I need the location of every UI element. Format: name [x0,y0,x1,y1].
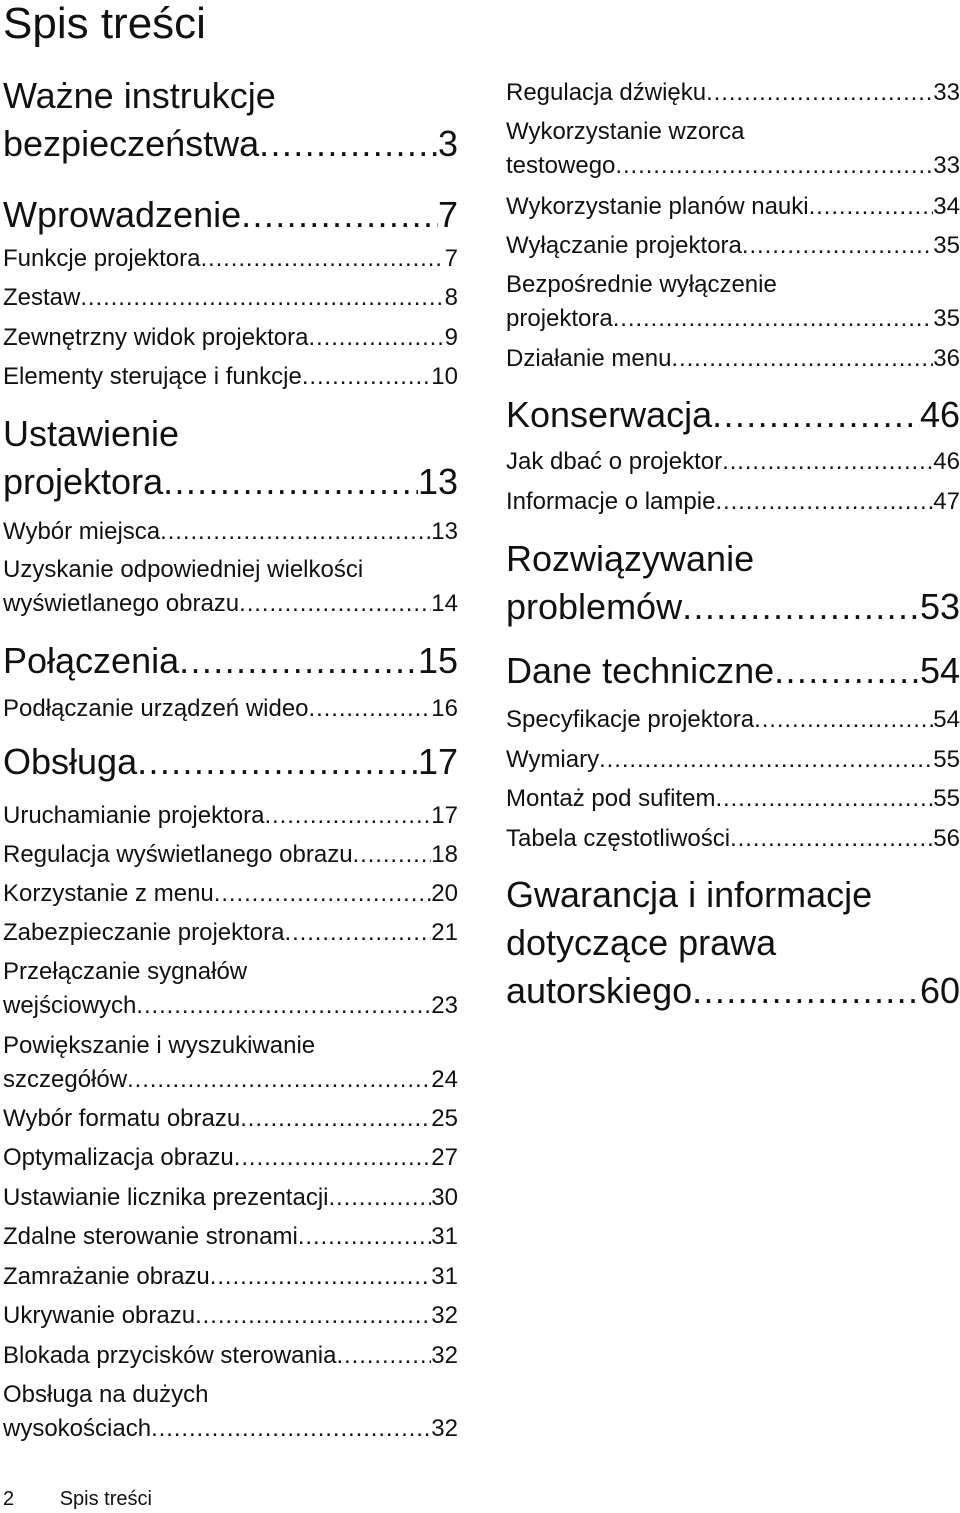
dot-leader [336,1339,431,1373]
toc-entry-page-number: 55 [933,746,960,773]
toc-entry-title: Ustawianie licznika prezentacji [3,1184,329,1211]
toc-entry-page-number: 23 [431,992,458,1019]
toc-section-entry[interactable] [506,782,960,816]
toc-entry-page-number: 32 [431,1302,458,1329]
toc-entry-line [506,782,960,816]
toc-entry-line [3,877,458,911]
dot-leader [754,703,933,737]
dot-leader [308,321,444,355]
toc-chapter-entry[interactable] [506,535,960,631]
dot-leader [715,782,933,816]
toc-entry-line [3,1063,458,1097]
toc-entry-line [3,1339,458,1373]
toc-entry-title: projektora [506,305,613,332]
toc-entry-page-number: 3 [437,123,458,164]
toc-entry-title: Zabezpieczanie projektora [3,919,285,946]
toc-entry-title: projektora [3,461,164,502]
dot-leader [671,342,933,376]
toc-section-entry[interactable] [3,1299,458,1333]
toc-entry-page-number: 32 [431,1415,458,1442]
toc-section-entry[interactable] [506,485,960,519]
toc-section-entry[interactable] [3,877,458,911]
toc-entry-page-number: 54 [933,706,960,733]
toc-entry-title-line: dotyczące prawa [506,922,777,963]
toc-entry-page-number: 56 [933,825,960,852]
toc-entry-title: testowego [506,152,616,179]
toc-entry-line [3,838,458,872]
toc-entry-line [3,637,458,685]
toc-entry-title: szczegółów [3,1066,128,1093]
dot-leader [722,445,933,479]
toc-section-entry[interactable] [506,445,960,479]
toc-entry-title: Uruchamianie projektora [3,802,265,829]
dot-leader [200,242,444,276]
toc-entry-page-number: 60 [919,970,960,1011]
page-footer [3,1485,152,1513]
dot-leader [163,458,418,506]
toc-entry-page-number: 14 [431,590,458,617]
toc-entry-page-number: 27 [431,1144,458,1171]
toc-section-entry[interactable] [506,268,960,336]
toc-entry-title: Połączenia [3,640,180,681]
toc-entry-title-line: Ustawienie [3,413,180,454]
toc-entry-title-line: Ważne instrukcje [3,75,276,116]
toc-section-entry[interactable] [506,115,960,183]
toc-entry-line [3,120,458,168]
toc-entry-title-line: Rozwiązywanie [506,538,755,579]
dot-leader [127,1063,431,1097]
toc-entry-title: Informacje o lampie [506,488,716,515]
dot-leader [613,302,934,336]
dot-leader [730,822,933,856]
dot-leader [160,515,431,549]
toc-entry-page-number: 25 [431,1105,458,1132]
toc-entry-page-number: 32 [431,1342,458,1369]
toc-chapter-entry[interactable] [3,191,458,239]
toc-chapter-entry[interactable] [3,410,458,506]
toc-chapter-entry[interactable] [506,647,960,695]
dot-leader [80,281,444,315]
toc-entry-page-number: 36 [933,345,960,372]
toc-section-entry[interactable] [506,703,960,737]
toc-entry-line [3,1260,458,1294]
dot-leader [137,738,418,786]
toc-entry-title: Funkcje projektora [3,245,201,272]
toc-section-entry[interactable] [3,360,458,394]
toc-entry-line [506,190,960,224]
toc-entry-title-line: Bezpośrednie wyłączenie [506,271,777,298]
toc-entry-title: Korzystanie z menu [3,880,214,907]
toc-entry-page-number: 13 [431,518,458,545]
toc-entry-line [3,989,458,1023]
toc-section-entry[interactable] [3,321,458,355]
dot-leader [809,190,934,224]
toc-entry-page-number: 13 [417,461,458,502]
dot-leader [742,229,933,263]
toc-entry-line [506,391,960,439]
toc-entry-title: Ukrywanie obrazu [3,1302,196,1329]
toc-entry-title: Wykorzystanie planów nauki [506,193,809,220]
toc-section-entry[interactable] [3,838,458,872]
dot-leader [239,587,431,621]
toc-entry-title: Dane techniczne [506,650,775,691]
toc-entry-page-number: 47 [933,488,960,515]
toc-section-entry[interactable] [506,342,960,376]
toc-section-entry[interactable] [3,955,458,1023]
toc-entry-page-number: 33 [933,79,960,106]
toc-entry-line [506,485,960,519]
dot-leader [774,647,920,695]
toc-entry-line [506,703,960,737]
toc-entry-page-number: 46 [919,394,960,435]
dot-leader [240,1102,431,1136]
toc-entry-page-number: 35 [933,232,960,259]
toc-entry-page-number: 55 [933,785,960,812]
dot-leader [214,877,432,911]
toc-entry-title: bezpieczeństwa [3,123,260,164]
toc-section-entry[interactable] [3,242,458,276]
toc-entry-line [506,743,960,777]
toc-entry-title: Wyłączanie projektora [506,232,742,259]
toc-entry-page-number: 30 [431,1184,458,1211]
toc-entry-title: Zewnętrzny widok projektora [3,324,309,351]
toc-section-entry[interactable] [506,822,960,856]
toc-entry-title: Zdalne sterowanie stronami [3,1223,298,1250]
toc-entry-page-number: 33 [933,152,960,179]
toc-entry-page-number: 9 [444,324,458,351]
toc-entry-line [506,76,960,110]
toc-entry-title: Zamrażanie obrazu [3,1263,210,1290]
toc-entry-line [3,191,458,239]
dot-leader [285,916,432,950]
toc-entry-title: Wymiary [506,746,600,773]
dot-leader [264,799,431,833]
toc-entry-page-number: 31 [431,1263,458,1290]
dot-leader [302,360,431,394]
toc-entry-line [3,799,458,833]
toc-entry-title: Działanie menu [506,345,672,372]
toc-section-entry[interactable] [3,1339,458,1373]
toc-section-entry[interactable] [3,515,458,549]
toc-entry-page-number: 16 [431,695,458,722]
toc-entry-line [506,149,960,183]
toc-section-entry[interactable] [3,1260,458,1294]
toc-entry-page-number: 31 [431,1223,458,1250]
toc-entry-title: Tabela częstotliwości [506,825,731,852]
toc-entry-page-number: 24 [431,1066,458,1093]
toc-entry-line [506,445,960,479]
dot-leader [715,485,933,519]
toc-entry-title: wyświetlanego obrazu [3,590,240,617]
page-title: Spis treści [3,0,206,48]
toc-chapter-entry[interactable] [3,738,458,786]
toc-entry-title: wejściowych [3,992,137,1019]
toc-section-entry[interactable] [3,1102,458,1136]
toc-entry-line [3,692,458,726]
dot-leader [136,989,431,1023]
toc-entry-line [3,515,458,549]
toc-section-entry[interactable] [3,916,458,950]
dot-leader [234,1141,432,1175]
dot-leader [298,1220,431,1254]
toc-entry-title: Obsługa [3,741,138,782]
toc-chapter-entry[interactable] [506,871,960,1015]
toc-entry-line [506,302,960,336]
toc-entry-title-line: Powiększanie i wyszukiwanie [3,1032,316,1059]
toc-entry-line [506,967,960,1015]
toc-entry-line [3,1141,458,1175]
toc-entry-title: wysokościach [3,1415,152,1442]
toc-entry-page-number: 15 [417,640,458,681]
toc-entry-title: Wprowadzenie [3,194,242,235]
toc-section-entry[interactable] [506,190,960,224]
dot-leader [353,838,432,872]
toc-entry-line [3,458,458,506]
toc-entry-page-number: 53 [919,586,960,627]
toc-entry-page-number: 54 [919,650,960,691]
toc-entry-line [3,916,458,950]
toc-entry-page-number: 7 [444,245,458,272]
toc-entry-page-number: 10 [431,363,458,390]
dot-leader [706,76,933,110]
dot-leader [151,1412,431,1446]
toc-entry-page-number: 18 [431,841,458,868]
toc-entry-page-number: 17 [417,741,458,782]
toc-entry-page-number: 7 [437,194,458,235]
toc-entry-line [3,321,458,355]
toc-entry-line [506,583,960,631]
toc-entry-page-number: 8 [444,284,458,311]
footer-page-number: 2 [3,1488,15,1510]
footer-section-title: Spis treści [59,1488,152,1510]
toc-entry-line [3,1412,458,1446]
toc-entry-title: Wybór miejsca [3,518,161,545]
toc-entry-title: Podłączanie urządzeń wideo [3,695,309,722]
toc-entry-title: Jak dbać o projektor [506,448,723,475]
toc-entry-title: autorskiego [506,970,693,1011]
dot-leader [692,967,920,1015]
toc-entry-page-number: 34 [933,193,960,220]
toc-entry-title-line: Gwarancja i informacje [506,874,873,915]
dot-leader [328,1181,431,1215]
toc-entry-line [506,342,960,376]
toc-entry-title-line: Przełączanie sygnałów [3,958,248,985]
toc-entry-line [3,738,458,786]
dot-leader [615,149,933,183]
toc-entry-line [506,647,960,695]
toc-entry-title: Wybór formatu obrazu [3,1105,241,1132]
toc-entry-page-number: 21 [431,919,458,946]
dot-leader [682,583,920,631]
dot-leader [179,637,418,685]
toc-entry-title: Specyfikacje projektora [506,706,755,733]
toc-section-entry[interactable] [3,1181,458,1215]
dot-leader [195,1299,431,1333]
dot-leader [241,191,438,239]
toc-chapter-entry[interactable] [3,72,458,168]
toc-entry-line [3,587,458,621]
dot-leader [309,692,432,726]
toc-section-entry[interactable] [3,1220,458,1254]
toc-entry-title: Elementy sterujące i funkcje [3,363,302,390]
toc-entry-page-number: 17 [431,802,458,829]
toc-entry-title: Konserwacja [506,394,713,435]
toc-section-entry[interactable] [3,1141,458,1175]
toc-entry-line [3,281,458,315]
toc-entry-title: Regulacja dźwięku [506,79,707,106]
dot-leader [210,1260,432,1294]
toc-section-entry[interactable] [3,692,458,726]
dot-leader [712,391,920,439]
toc-entry-title-line: Wykorzystanie wzorca [506,118,745,145]
toc-section-entry[interactable] [506,743,960,777]
toc-section-entry[interactable] [3,553,458,621]
toc-chapter-entry[interactable] [3,637,458,685]
toc-entry-line [3,1181,458,1215]
toc-section-entry[interactable] [506,76,960,110]
toc-entry-title-line: Obsługa na dużych [3,1381,209,1408]
toc-entry-line [3,1220,458,1254]
toc-entry-title: Optymalizacja obrazu [3,1144,234,1171]
toc-section-entry[interactable] [3,281,458,315]
toc-entry-line [3,360,458,394]
toc-section-entry[interactable] [3,799,458,833]
toc-section-entry[interactable] [3,1029,458,1097]
toc-entry-title-line: Uzyskanie odpowiedniej wielkości [3,556,364,583]
toc-section-entry[interactable] [3,1378,458,1446]
toc-entry-title: problemów [506,586,683,627]
toc-entry-line [506,229,960,263]
toc-entry-title: Regulacja wyświetlanego obrazu [3,841,353,868]
toc-entry-line [3,1102,458,1136]
toc-entry-page-number: 20 [431,880,458,907]
toc-entry-title: Montaż pod sufitem [506,785,716,812]
toc-entry-title: Zestaw [3,284,81,311]
dot-leader [259,120,438,168]
toc-entry-line [3,242,458,276]
dot-leader [599,743,933,777]
toc-entry-page-number: 35 [933,305,960,332]
toc-entry-page-number: 46 [933,448,960,475]
toc-entry-title: Blokada przycisków sterowania [3,1342,337,1369]
toc-section-entry[interactable] [506,229,960,263]
toc-chapter-entry[interactable] [506,391,960,439]
toc-entry-line [506,822,960,856]
toc-entry-line [3,1299,458,1333]
